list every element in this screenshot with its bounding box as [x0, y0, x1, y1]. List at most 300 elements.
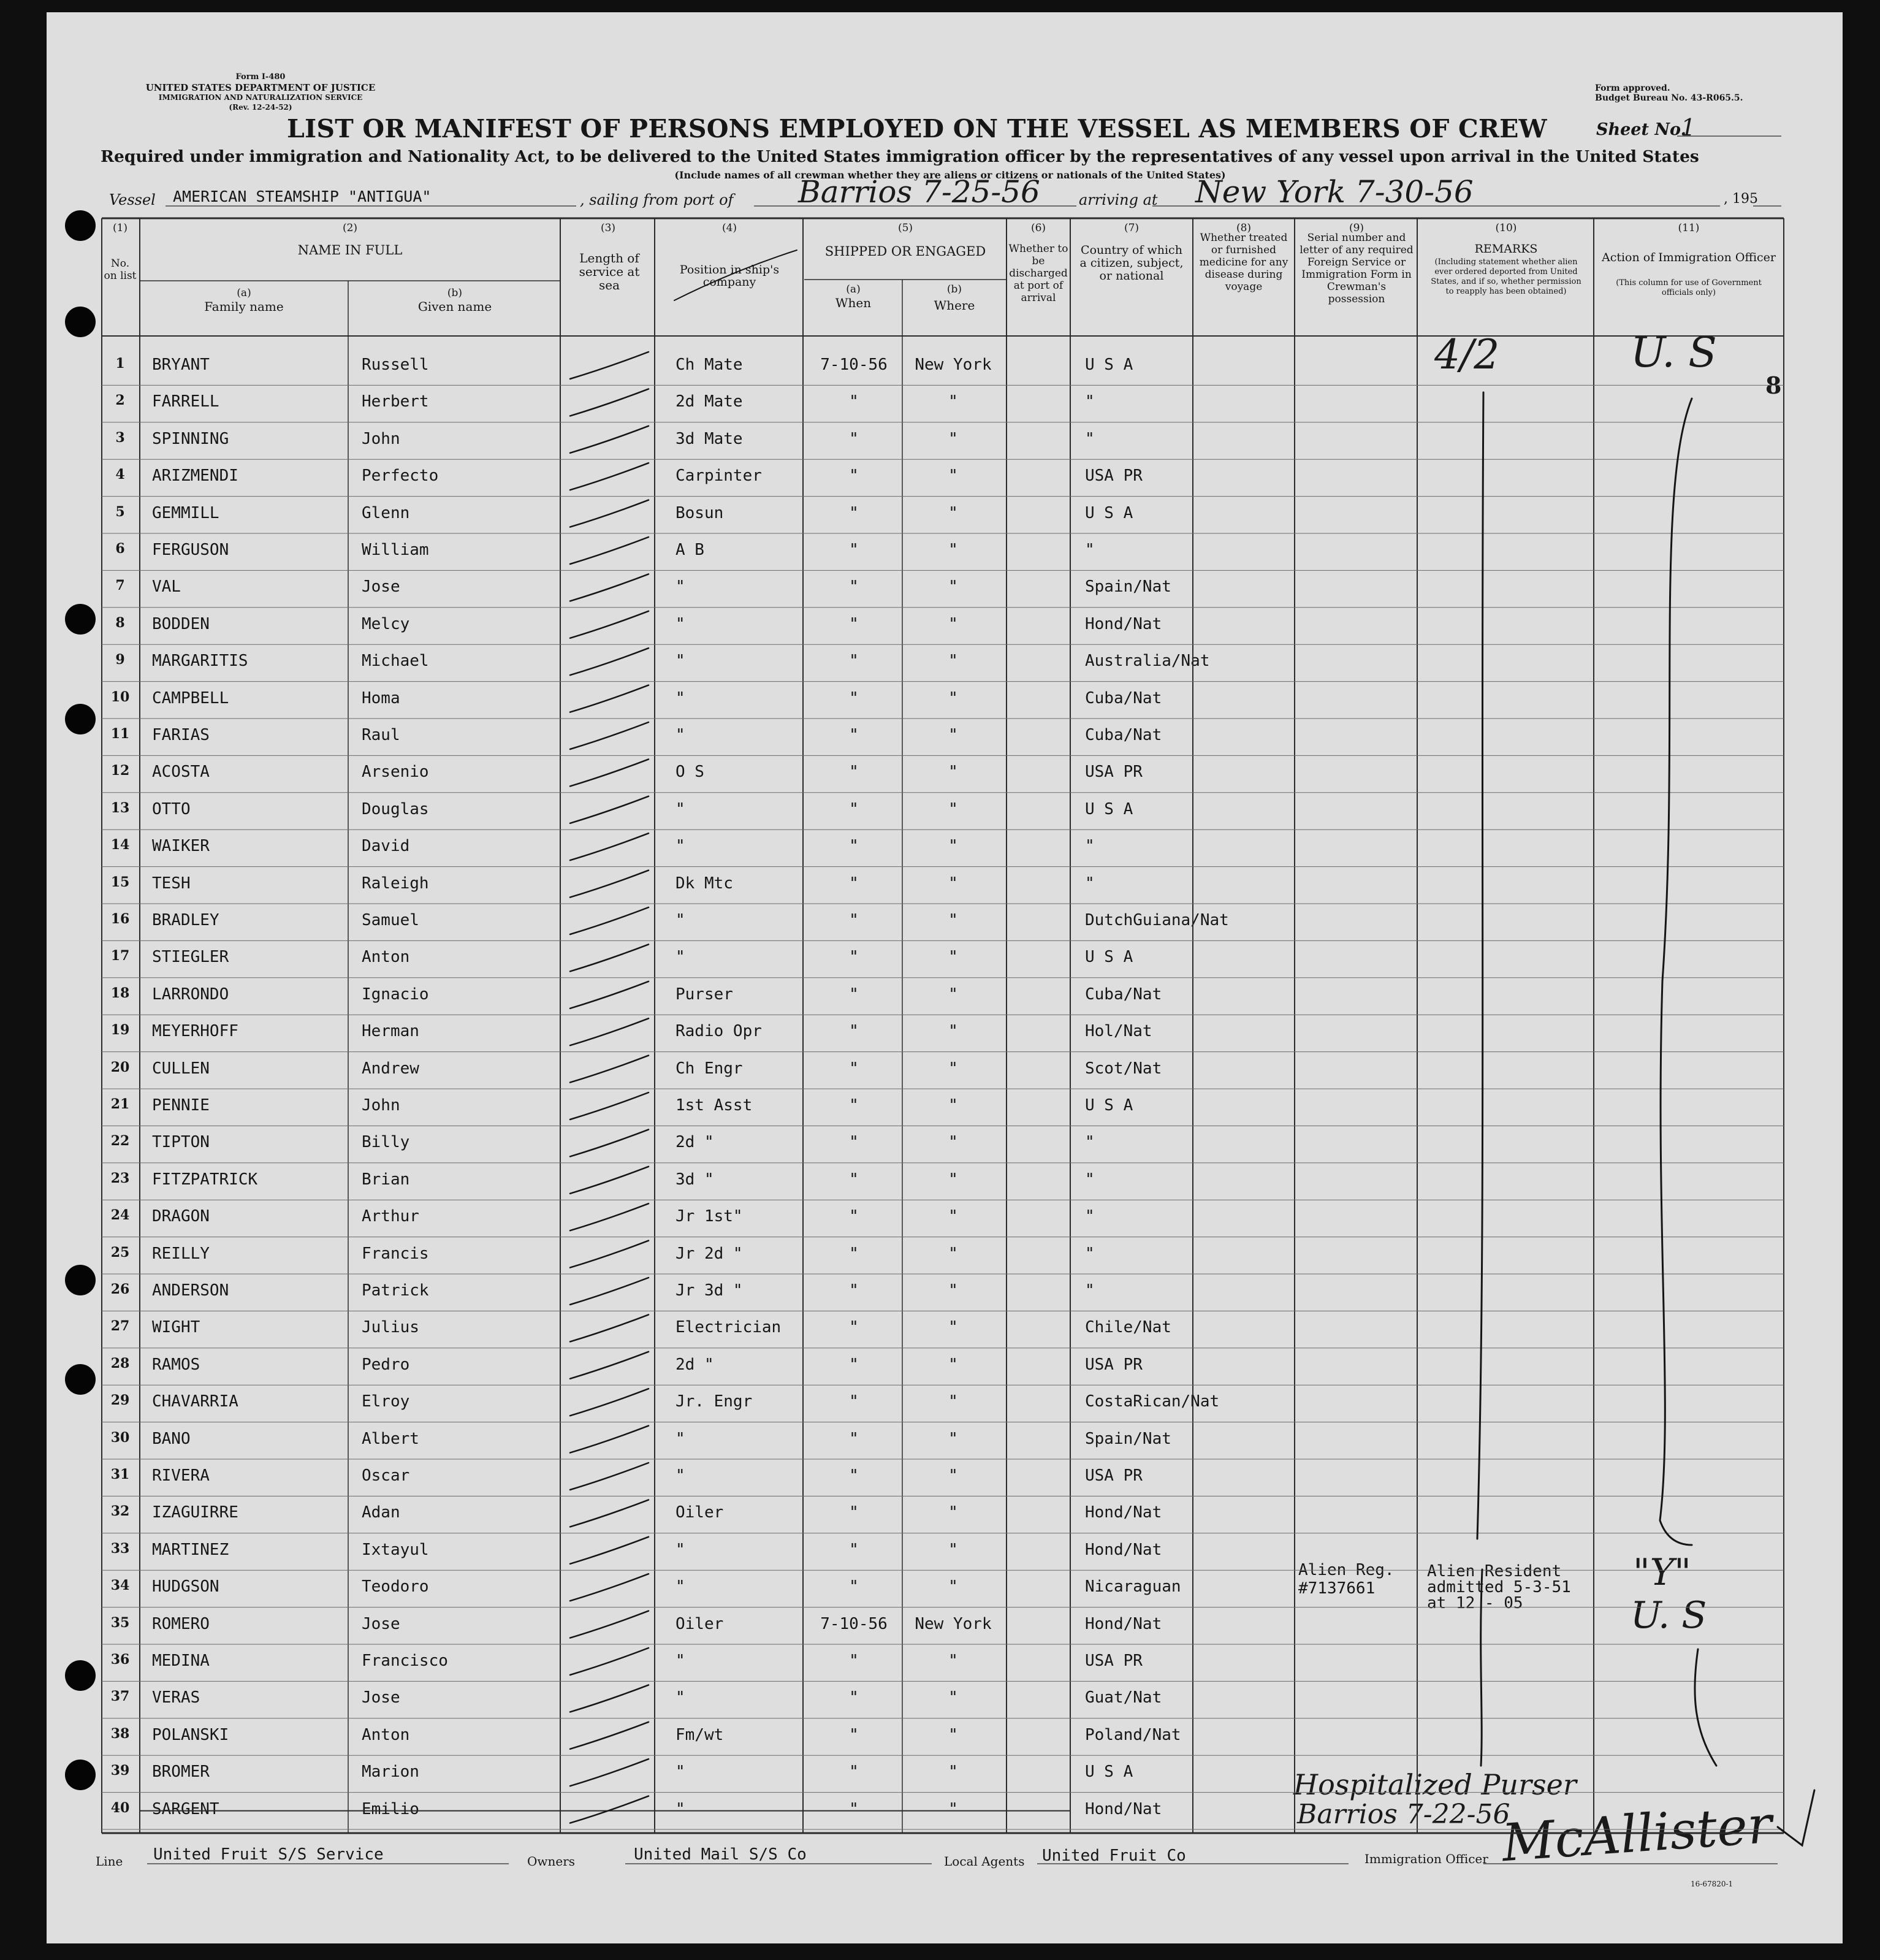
col9-num: (9)	[1349, 222, 1364, 234]
action-handwritten-top: U. S	[1631, 329, 1717, 377]
cell-position: "	[676, 1540, 685, 1559]
cell-position: Bosun	[676, 503, 724, 522]
service-checkmark	[570, 1500, 649, 1527]
cell-given: Adan	[362, 1503, 400, 1522]
cell-given: Teodoro	[362, 1577, 429, 1596]
cell-country: "	[1085, 1281, 1095, 1300]
cell-country: Guat/Nat	[1085, 1688, 1162, 1707]
cell-when: "	[849, 911, 859, 929]
cell-where: "	[948, 1429, 958, 1448]
col8-num: (8)	[1236, 222, 1252, 234]
row34-serial-line2: #7137661	[1298, 1579, 1376, 1598]
cell-no: 40	[110, 1799, 130, 1816]
col3-header: Length of service at sea	[579, 251, 640, 292]
cell-no: 26	[110, 1281, 130, 1297]
service-checkmark	[570, 1759, 649, 1786]
cell-position: Jr 3d "	[676, 1281, 743, 1300]
cell-where: "	[948, 1281, 958, 1300]
col2a-header: Family name	[204, 299, 284, 314]
cell-where: "	[948, 948, 958, 967]
cell-given: Ignacio	[362, 985, 429, 1004]
cell-given: Jose	[362, 1614, 400, 1633]
cell-family: FERGUSON	[152, 541, 229, 559]
cell-position: Electrician	[676, 1318, 782, 1337]
cell-given: Elroy	[362, 1392, 410, 1411]
cell-position: "	[676, 726, 685, 744]
cell-country: USA PR	[1085, 1355, 1143, 1374]
cell-where: "	[948, 1170, 958, 1189]
cell-when: "	[849, 1503, 859, 1522]
cell-no: 3	[115, 429, 125, 446]
cell-when: "	[849, 1466, 859, 1485]
cell-family: TESH	[152, 874, 191, 893]
sheet-no-value: 1	[1681, 114, 1696, 141]
cell-where: "	[948, 763, 958, 782]
cell-where: "	[948, 1244, 958, 1263]
service-checkmark	[570, 611, 649, 638]
cell-given: Russell	[362, 356, 429, 374]
service-checkmark	[570, 537, 649, 564]
cell-given: John	[362, 1096, 400, 1115]
cell-position: "	[676, 1429, 685, 1448]
cell-country: U S A	[1085, 1763, 1133, 1782]
cell-when: "	[849, 1281, 859, 1300]
cell-country: U S A	[1085, 503, 1133, 522]
service-checkmark	[570, 1463, 649, 1490]
cell-country: "	[1085, 1207, 1095, 1226]
col2-num: (2)	[342, 222, 358, 234]
service-checkmark	[570, 574, 649, 601]
remarks-bracket-line	[1477, 392, 1483, 1539]
cell-family: BROMER	[152, 1763, 210, 1782]
cell-no: 17	[110, 948, 130, 964]
cell-given: Perfecto	[362, 467, 439, 486]
cell-country: Scot/Nat	[1085, 1059, 1162, 1078]
cell-when: "	[849, 799, 859, 818]
cell-no: 30	[110, 1429, 130, 1446]
cell-no: 29	[110, 1392, 130, 1409]
cell-no: 28	[110, 1355, 130, 1371]
cell-no: 9	[115, 652, 125, 668]
footer-officer-label: Immigration Officer	[1364, 1851, 1488, 1866]
hospitalized-note-line1: Hospitalized Purser	[1293, 1768, 1577, 1801]
row34-remark-line2: admitted 5-3-51	[1427, 1578, 1571, 1596]
cell-where: "	[948, 1503, 958, 1522]
cell-where: "	[948, 1133, 958, 1152]
cell-no: 27	[110, 1318, 130, 1335]
cell-country: U S A	[1085, 356, 1133, 374]
cell-no: 1	[115, 356, 125, 372]
vessel-name: AMERICAN STEAMSHIP "ANTIGUA"	[173, 188, 432, 205]
cell-family: RIVERA	[152, 1466, 210, 1485]
cell-when: "	[849, 503, 859, 522]
cell-when: "	[849, 1059, 859, 1078]
cell-family: MEYERHOFF	[152, 1022, 238, 1041]
col2b-header: Given name	[417, 299, 492, 314]
cell-when: "	[849, 541, 859, 559]
cell-no: 18	[110, 985, 130, 1001]
arriving-port: New York 7-30-56	[1195, 174, 1474, 210]
cell-when: "	[849, 1763, 859, 1782]
cell-when: "	[849, 1355, 859, 1374]
side-mark: 8	[1765, 372, 1782, 399]
cell-country: CostaRican/Nat	[1085, 1392, 1220, 1411]
cell-where: "	[948, 1688, 958, 1707]
cell-position: "	[676, 614, 685, 633]
cell-family: BRYANT	[152, 356, 210, 374]
cell-given: Michael	[362, 652, 429, 671]
col2b-num: (b)	[447, 287, 463, 299]
service-checkmark	[570, 426, 649, 453]
cell-no: 11	[110, 726, 130, 742]
cell-given: Douglas	[362, 799, 429, 818]
cell-family: MEDINA	[152, 1652, 210, 1670]
cell-when: "	[849, 1577, 859, 1596]
cell-family: ACOSTA	[152, 763, 210, 782]
form-number: Form I-480	[235, 72, 286, 82]
service-checkmark	[570, 944, 649, 971]
cell-family: SARGENT	[152, 1799, 219, 1818]
officer-signature: McAllister	[1500, 1794, 1774, 1874]
footer-agents-label: Local Agents	[944, 1854, 1025, 1869]
cell-country: Hond/Nat	[1085, 1503, 1162, 1522]
cell-family: ARIZMENDI	[152, 467, 238, 486]
cell-no: 14	[110, 837, 130, 853]
cell-where: "	[948, 911, 958, 929]
col5a-header: When	[835, 296, 872, 310]
cell-position: 2d Mate	[676, 392, 743, 411]
cell-given: Arthur	[362, 1207, 419, 1226]
cell-position: Oiler	[676, 1614, 724, 1633]
cell-when: "	[849, 1540, 859, 1559]
cell-given: Raul	[362, 726, 400, 744]
action-handwritten-35: U. S	[1631, 1594, 1707, 1637]
cell-when: "	[849, 985, 859, 1004]
cell-given: Anton	[362, 1725, 410, 1744]
cell-family: BRADLEY	[152, 911, 219, 929]
cell-no: 19	[110, 1022, 130, 1039]
cell-given: Herbert	[362, 392, 429, 411]
cell-position: "	[676, 948, 685, 967]
cell-country: USA PR	[1085, 1466, 1143, 1485]
cell-when: "	[849, 1170, 859, 1189]
service-checkmark	[570, 759, 649, 786]
service-checkmark	[570, 1203, 649, 1230]
cell-family: IZAGUIRRE	[152, 1503, 238, 1522]
cell-family: MARTINEZ	[152, 1540, 229, 1559]
cell-position: O S	[676, 763, 704, 782]
cell-family: LARRONDO	[152, 985, 229, 1004]
cell-given: Pedro	[362, 1355, 410, 1374]
col11-note: (This column for use of Government officials only)	[1616, 278, 1762, 297]
form-revision: (Rev. 12-24-52)	[229, 103, 292, 112]
cell-position: "	[676, 578, 685, 597]
col10-note: (Including statement whether alien ever ordered deported from United States, and if so, whether permission to reapply has been obtained)	[1431, 257, 1581, 296]
cell-country: "	[1085, 1244, 1095, 1263]
cell-family: BANO	[152, 1429, 191, 1448]
cell-given: Francisco	[362, 1652, 448, 1670]
cell-given: Anton	[362, 948, 410, 967]
cell-country: USA PR	[1085, 1652, 1143, 1670]
cell-family: FITZPATRICK	[152, 1170, 258, 1189]
cell-family: CULLEN	[152, 1059, 210, 1078]
cell-where: "	[948, 985, 958, 1004]
cell-country: Spain/Nat	[1085, 578, 1171, 597]
cell-given: David	[362, 837, 410, 856]
cell-given: Marion	[362, 1763, 419, 1782]
cell-where: "	[948, 1577, 958, 1596]
col7-header: Country of which a citizen, subject, or national	[1079, 243, 1184, 283]
cell-no: 23	[110, 1170, 130, 1186]
footer-owners-value: United Mail S/S Co	[634, 1845, 807, 1864]
cell-where: New York	[915, 1614, 992, 1633]
cell-no: 21	[110, 1096, 130, 1112]
cell-position: 2d "	[676, 1133, 714, 1152]
col11-num: (11)	[1678, 222, 1700, 234]
cell-position: Fm/wt	[676, 1725, 724, 1744]
agency-line-1: UNITED STATES DEPARTMENT OF JUSTICE	[145, 82, 376, 93]
cell-when: "	[849, 948, 859, 967]
form-approved: Form approved.	[1595, 83, 1670, 93]
cell-country: "	[1085, 429, 1095, 448]
service-checkmark	[570, 1056, 649, 1083]
cell-where: "	[948, 1207, 958, 1226]
col7-num: (7)	[1124, 222, 1140, 234]
cell-position: Ch Engr	[676, 1059, 743, 1078]
cell-family: PENNIE	[152, 1096, 210, 1115]
cell-no: 12	[110, 763, 130, 779]
year-label: , 195	[1724, 191, 1758, 207]
cell-family: CHAVARRIA	[152, 1392, 238, 1411]
service-checkmark	[570, 907, 649, 934]
cell-country: Hond/Nat	[1085, 1540, 1162, 1559]
cell-country: "	[1085, 874, 1095, 893]
cell-position: 1st Asst	[676, 1096, 753, 1115]
cell-when: "	[849, 874, 859, 893]
service-checkmark	[570, 1537, 649, 1564]
action-handwritten-34: "Y"	[1633, 1551, 1691, 1594]
cell-given: Andrew	[362, 1059, 419, 1078]
remarks-bracket-line	[1481, 1569, 1482, 1766]
service-checkmark	[570, 1278, 649, 1305]
cell-family: STIEGLER	[152, 948, 229, 967]
row34-remark-line3: at 12 - 05	[1427, 1594, 1523, 1612]
cell-when: "	[849, 1244, 859, 1263]
print-code: 16-67820-1	[1691, 1880, 1733, 1888]
service-checkmark	[570, 1167, 649, 1194]
cell-no: 4	[115, 467, 125, 483]
cell-when: "	[849, 1652, 859, 1670]
cell-country: Hond/Nat	[1085, 1614, 1162, 1633]
cell-no: 35	[110, 1614, 130, 1631]
sailing-port: Barrios 7-25-56	[798, 174, 1040, 210]
service-checkmark	[570, 500, 649, 527]
cell-where: "	[948, 1466, 958, 1485]
col1-num: (1)	[112, 222, 128, 234]
cell-where: "	[948, 1652, 958, 1670]
cell-position: "	[676, 1763, 685, 1782]
cell-given: Julius	[362, 1318, 419, 1337]
service-checkmark	[570, 1722, 649, 1749]
cell-position: Ch Mate	[676, 356, 743, 374]
cell-where: New York	[915, 356, 992, 374]
cell-no: 22	[110, 1133, 130, 1150]
cell-family: OTTO	[152, 799, 191, 818]
cell-when: "	[849, 688, 859, 707]
cell-no: 5	[115, 503, 125, 520]
cell-country: Poland/Nat	[1085, 1725, 1181, 1744]
cell-position: "	[676, 652, 685, 671]
cell-when: "	[849, 1392, 859, 1411]
cell-no: 13	[110, 799, 130, 816]
cell-when: "	[849, 837, 859, 856]
cell-country: Cuba/Nat	[1085, 726, 1162, 744]
cell-position: "	[676, 1466, 685, 1485]
cell-where: "	[948, 837, 958, 856]
cell-given: Jose	[362, 578, 400, 597]
cell-given: Francis	[362, 1244, 429, 1263]
cell-country: Australia/Nat	[1085, 652, 1210, 671]
cell-family: WAIKER	[152, 837, 210, 856]
cell-when: "	[849, 1429, 859, 1448]
cell-family: SPINNING	[152, 429, 229, 448]
header-slash	[674, 250, 797, 300]
cell-position: "	[676, 837, 685, 856]
cell-where: "	[948, 1022, 958, 1041]
cell-country: Cuba/Nat	[1085, 688, 1162, 707]
vessel-label: Vessel	[109, 191, 156, 208]
cell-when: "	[849, 1207, 859, 1226]
cell-where: "	[948, 726, 958, 744]
cell-given: Oscar	[362, 1466, 410, 1485]
cell-where: "	[948, 429, 958, 448]
cell-where: "	[948, 467, 958, 486]
cell-when: "	[849, 467, 859, 486]
col8-header: Whether treated or furnished medicine for any disease during voyage	[1199, 232, 1288, 293]
cell-position: 3d "	[676, 1170, 714, 1189]
service-checkmark	[570, 685, 649, 712]
footer-owners-label: Owners	[527, 1854, 576, 1869]
cell-where: "	[948, 652, 958, 671]
remarks-handwritten-top: 4/2	[1434, 331, 1500, 378]
cell-position: Radio Opr	[676, 1022, 762, 1041]
cell-where: "	[948, 392, 958, 411]
cell-country: Spain/Nat	[1085, 1429, 1171, 1448]
cell-where: "	[948, 1355, 958, 1374]
col5-num: (5)	[897, 222, 913, 234]
cell-where: "	[948, 688, 958, 707]
service-checkmark	[570, 1685, 649, 1712]
cell-country: Cuba/Nat	[1085, 985, 1162, 1004]
footer-agents-value: United Fruit Co	[1042, 1847, 1186, 1865]
cell-family: HUDGSON	[152, 1577, 219, 1596]
cell-position: A B	[676, 541, 704, 559]
col6-header: Whether to be discharged at port of arrival	[1008, 243, 1068, 304]
cell-given: Jose	[362, 1688, 400, 1707]
cell-where: "	[948, 1318, 958, 1337]
cell-when: 7-10-56	[820, 1614, 888, 1633]
cell-country: Hond/Nat	[1085, 1799, 1162, 1818]
row34-serial-line1: Alien Reg.	[1298, 1561, 1395, 1579]
col10-num: (10)	[1495, 222, 1517, 234]
sailing-label: , sailing from port of	[580, 191, 734, 208]
cell-position: Purser	[676, 985, 733, 1004]
service-checkmark	[570, 1648, 649, 1675]
cell-no: 37	[110, 1688, 130, 1705]
cell-position: Jr 2d "	[676, 1244, 743, 1263]
cell-country: U S A	[1085, 799, 1133, 818]
cell-no: 38	[110, 1725, 130, 1742]
cell-when: "	[849, 1725, 859, 1744]
cell-when: "	[849, 1133, 859, 1152]
cell-when: "	[849, 1096, 859, 1115]
cell-country: Hol/Nat	[1085, 1022, 1152, 1041]
cell-given: Emilio	[362, 1799, 419, 1818]
hospitalized-note-line2: Barrios 7-22-56	[1297, 1799, 1510, 1830]
cell-country: "	[1085, 392, 1095, 411]
row34-remark-line1: Alien Resident	[1427, 1562, 1562, 1581]
col11-header: Action of Immigration Officer	[1601, 251, 1776, 264]
agency-line-2: IMMIGRATION AND NATURALIZATION SERVICE	[158, 93, 363, 102]
page-subtitle: Required under immigration and Nationality Act, to be delivered to the United States immigration officer by the representatives of any vessel upon arrival in the United States	[101, 147, 1699, 166]
col4-num: (4)	[721, 222, 737, 234]
cell-family: POLANSKI	[152, 1725, 229, 1744]
budget-bureau-no: Budget Bureau No. 43-R065.5.	[1595, 93, 1743, 103]
cell-position: Jr. Engr	[676, 1392, 753, 1411]
cell-when: "	[849, 578, 859, 597]
service-checkmark	[570, 1611, 649, 1638]
cell-where: "	[948, 1799, 958, 1818]
cell-country: USA PR	[1085, 467, 1143, 486]
cell-family: FARIAS	[152, 726, 210, 744]
service-checkmark	[570, 1018, 649, 1045]
col5-header: SHIPPED OR ENGAGED	[824, 244, 986, 259]
col1-header: No. on list	[104, 257, 137, 282]
cell-family: ANDERSON	[152, 1281, 229, 1300]
cell-where: "	[948, 578, 958, 597]
service-checkmark	[570, 648, 649, 675]
footer-line-value: United Fruit S/S Service	[153, 1845, 384, 1864]
service-checkmark	[570, 1314, 649, 1341]
page-title: LIST OR MANIFEST OF PERSONS EMPLOYED ON THE VESSEL AS MEMBERS OF CREW	[287, 114, 1547, 143]
cell-country: Nicaraguan	[1085, 1577, 1181, 1596]
service-checkmark	[570, 1352, 649, 1379]
cell-no: 36	[110, 1652, 130, 1668]
cell-no: 2	[115, 392, 125, 409]
cell-where: "	[948, 1540, 958, 1559]
cell-given: Patrick	[362, 1281, 429, 1300]
cell-where: "	[948, 1096, 958, 1115]
arriving-label: arriving at	[1079, 191, 1158, 208]
cell-family: CAMPBELL	[152, 688, 229, 707]
cell-no: 25	[110, 1244, 130, 1260]
service-checkmark	[570, 389, 649, 416]
cell-country: U S A	[1085, 948, 1133, 967]
cell-country: "	[1085, 1133, 1095, 1152]
cell-position: "	[676, 688, 685, 707]
cell-when: "	[849, 1022, 859, 1041]
cell-no: 39	[110, 1763, 130, 1779]
cell-country: "	[1085, 1170, 1095, 1189]
cell-no: 6	[115, 541, 125, 557]
cell-where: "	[948, 799, 958, 818]
col3-num: (3)	[600, 222, 616, 234]
cell-when: "	[849, 1799, 859, 1818]
cell-no: 32	[110, 1503, 130, 1520]
cell-when: "	[849, 1688, 859, 1707]
include-note: (Include names of all crewman whether they are aliens or citizens or nationals of the United States)	[674, 169, 1226, 181]
cell-position: "	[676, 1577, 685, 1596]
